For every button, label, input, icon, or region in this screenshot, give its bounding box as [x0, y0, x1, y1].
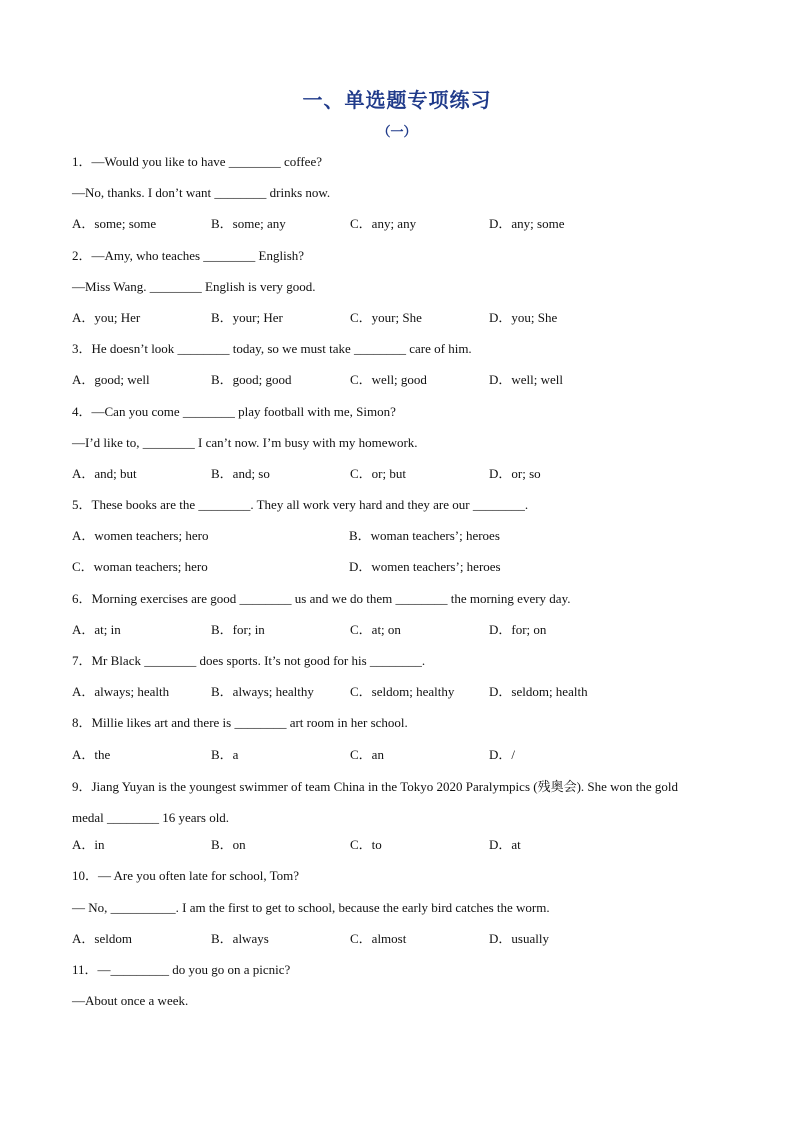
question-stem: 2．—Amy, who teaches ________ English? — [72, 247, 305, 263]
option-row — [72, 524, 722, 555]
option-c[interactable]: C．any; any — [350, 216, 417, 232]
option-d[interactable]: D．women teachers’; heroes — [349, 559, 501, 575]
option-row — [72, 368, 722, 399]
question — [72, 771, 722, 865]
question — [72, 649, 722, 711]
question-stem: 1．—Would you like to have ________ coffee? — [72, 154, 322, 169]
option-d[interactable]: D．/ — [489, 746, 516, 762]
option-a[interactable]: A．seldom — [72, 930, 132, 946]
question — [72, 400, 722, 494]
question — [72, 244, 722, 338]
question — [72, 493, 722, 587]
question-stem: 8．Millie likes art and there is ________ art room in her school. — [72, 715, 408, 731]
question-stem: 5．These books are the ________. They all work very hard and they are our ________. — [72, 497, 529, 513]
option-a[interactable]: A．and; but — [72, 465, 137, 481]
option-c[interactable]: C．seldom; healthy — [350, 684, 455, 700]
option-b[interactable]: B．and; so — [211, 465, 270, 481]
option-row — [72, 680, 722, 711]
option-row — [72, 306, 722, 337]
option-d[interactable]: D．seldom; health — [489, 684, 588, 700]
question-stem: —About once a week. — [72, 993, 189, 1009]
question-list — [72, 150, 722, 1020]
option-c[interactable]: C．almost — [350, 930, 407, 946]
option-row — [72, 462, 722, 493]
question — [72, 711, 722, 773]
option-a[interactable]: A．some; some — [72, 216, 157, 232]
option-b[interactable]: B．a — [211, 746, 239, 762]
question-stem: —I’d like to, ________ I can’t now. I’m busy with my homework. — [72, 434, 418, 450]
option-c[interactable]: C．to — [350, 837, 382, 853]
option-c[interactable]: C．or; but — [350, 465, 406, 481]
option-a[interactable]: A．the — [72, 746, 111, 762]
option-b[interactable]: B．woman teachers’; heroes — [349, 528, 500, 544]
option-row — [72, 833, 722, 864]
option-b[interactable]: B．always — [211, 930, 269, 946]
option-a[interactable]: A．good; well — [72, 372, 150, 388]
page-subtitle: （一） — [377, 125, 417, 140]
question-stem: 3．He doesn’t look ________ today, so we must take ________ care of him. — [72, 341, 472, 357]
option-b[interactable]: B．your; Her — [211, 309, 283, 325]
option-row — [72, 618, 722, 649]
question-stem: 7．Mr Black ________ does sports. It’s not good for his ________. — [72, 653, 426, 668]
option-d[interactable]: D．for; on — [489, 621, 547, 637]
option-c[interactable]: C．an — [350, 746, 384, 762]
question-stem: 9．Jiang Yuyan is the youngest swimmer of team China in the Tokyo 2020 Paralympics (残奥会). She won the gold medal ________ 16 years old. — [72, 778, 679, 825]
option-b[interactable]: B．for; in — [211, 621, 265, 637]
option-a[interactable]: A．women teachers; hero — [72, 528, 209, 544]
question — [72, 958, 722, 1020]
option-row — [72, 212, 722, 243]
option-d[interactable]: D．or; so — [489, 465, 541, 481]
option-b[interactable]: B．good; good — [211, 372, 292, 388]
option-row — [72, 555, 722, 586]
option-c[interactable]: C．woman teachers; hero — [72, 559, 208, 575]
question-stem: 10．— Are you often late for school, Tom? — [72, 868, 300, 884]
question-stem: — No, __________. I am the first to get to school, because the early bird catches the worm. — [72, 899, 550, 915]
option-c[interactable]: C．at; on — [350, 621, 401, 637]
option-a[interactable]: A．at; in — [72, 621, 121, 637]
question-stem: 4．—Can you come ________ play football with me, Simon? — [72, 403, 396, 419]
option-row — [72, 927, 722, 958]
page-title: 一、单选题专项练习 — [302, 88, 492, 112]
option-d[interactable]: D．well; well — [489, 372, 564, 388]
question — [72, 150, 722, 244]
option-d[interactable]: D．at — [489, 837, 521, 853]
option-a[interactable]: A．in — [72, 837, 105, 853]
question-stem: —Miss Wang. ________ English is very good. — [72, 278, 316, 294]
option-b[interactable]: B．always; healthy — [211, 684, 314, 700]
question — [72, 587, 722, 649]
question-stem: —No, thanks. I don’t want ________ drinks now. — [72, 185, 331, 201]
question — [72, 864, 722, 958]
option-b[interactable]: B．some; any — [211, 216, 286, 232]
question — [72, 337, 722, 399]
option-a[interactable]: A．always; health — [72, 684, 170, 700]
question-stem: 6．Morning exercises are good ________ us and we do them ________ the morning every day. — [72, 590, 571, 606]
option-d[interactable]: D．any; some — [489, 216, 565, 232]
option-b[interactable]: B．on — [211, 837, 246, 853]
option-row — [72, 743, 722, 774]
option-d[interactable]: D．you; She — [489, 309, 558, 325]
option-d[interactable]: D．usually — [489, 930, 549, 946]
option-c[interactable]: C．your; She — [350, 309, 422, 325]
option-c[interactable]: C．well; good — [350, 372, 427, 388]
question-stem: 11．—_________ do you go on a picnic? — [72, 961, 291, 977]
option-a[interactable]: A．you; Her — [72, 309, 141, 325]
